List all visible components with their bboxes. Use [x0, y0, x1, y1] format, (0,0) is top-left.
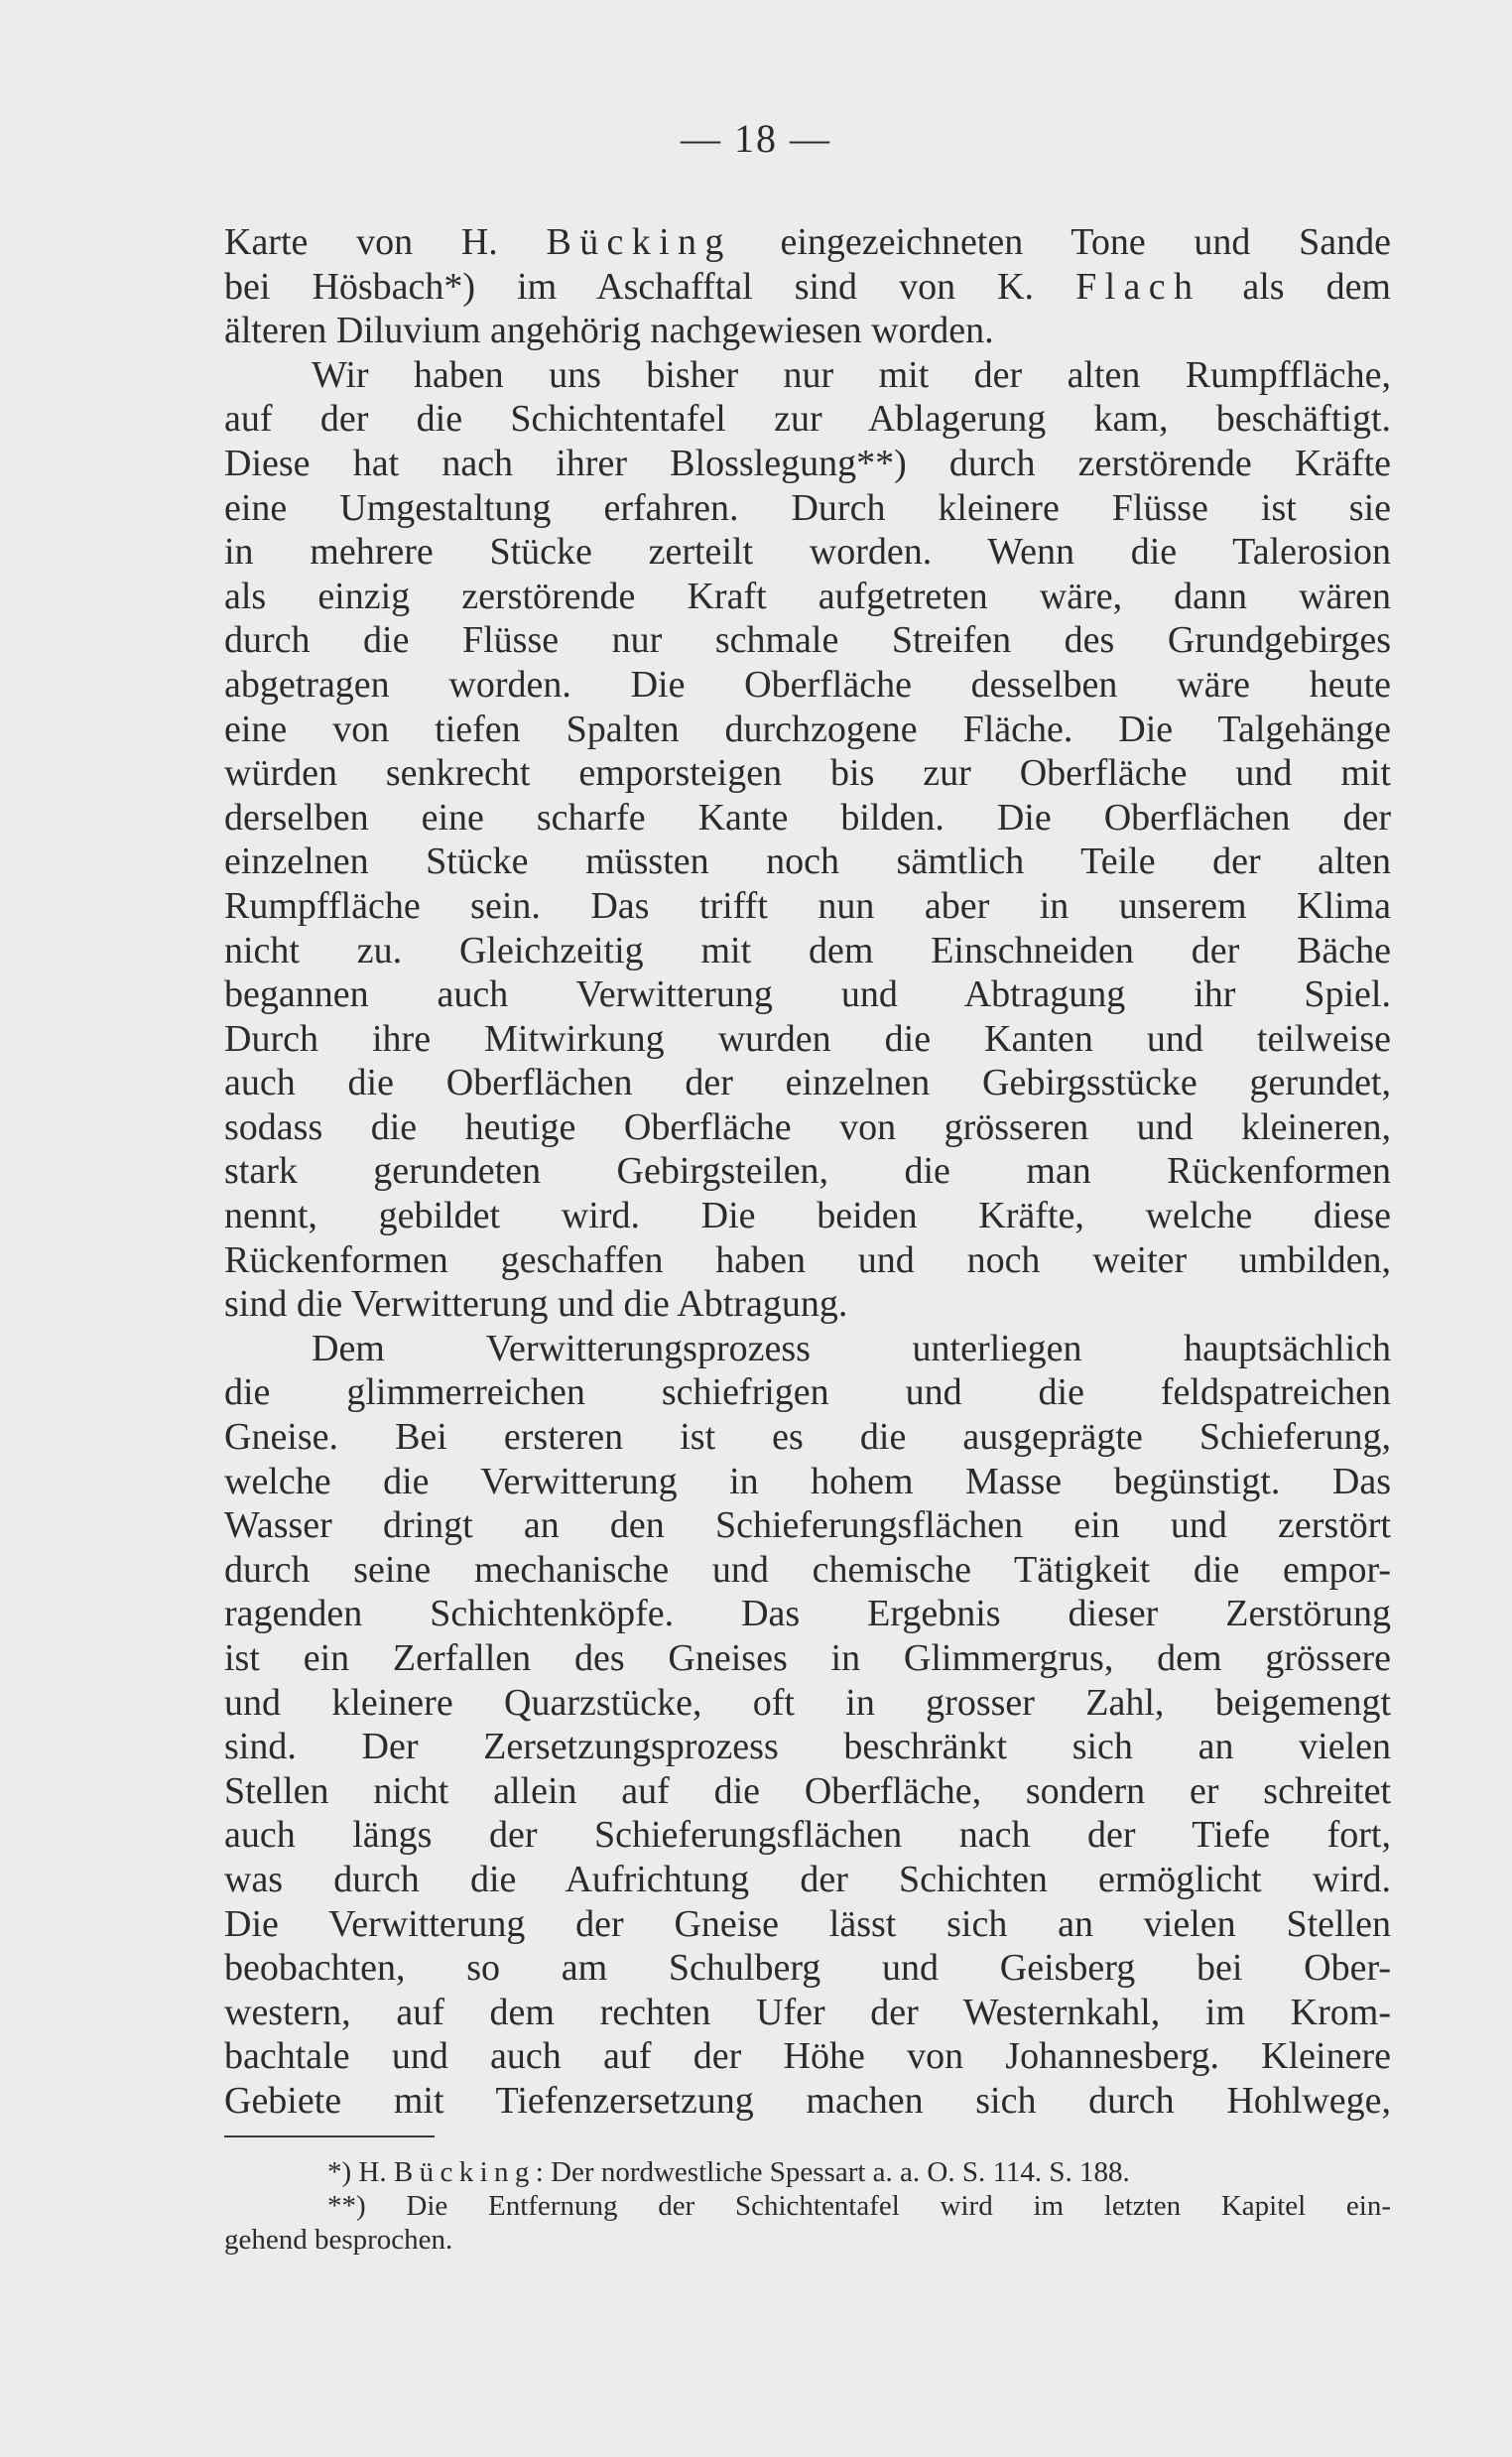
text-line: durch seine mechanische und chemische Tätigkeit die empor-	[224, 1548, 1391, 1591]
text-line	[224, 220, 1391, 265]
text-segment: als dem	[1200, 265, 1391, 308]
text-line: Rumpffläche sein. Das trifft nun aber in unserem Klima	[224, 884, 1391, 927]
text-line: Stellen nicht allein auf die Oberfläche, sondern er schreitet	[224, 1769, 1391, 1812]
text-line: Rückenformen geschaffen haben und noch weiter umbilden,	[224, 1238, 1391, 1281]
text-line: würden senkrecht emporsteigen bis zur Oberfläche und mit	[224, 752, 1391, 795]
footnote-2-continuation: gehend besprochen.	[224, 2224, 453, 2256]
spaced-author-name: Flach	[1075, 265, 1201, 308]
text-line: auch längs der Schieferungsflächen nach der Tiefe fort,	[224, 1814, 1391, 1857]
text-line: älteren Diluvium angehörig nachgewiesen worden.	[224, 310, 994, 352]
text-line: Wasser dringt an den Schieferungsflächen ein und zerstört	[224, 1504, 1391, 1547]
text-segment: : Der nordwestliche Spessart a. a. O. S. 114. S. 188.	[535, 2156, 1130, 2188]
text-line: auf der die Schichtentafel zur Ablagerung kam, beschäftigt.	[224, 398, 1391, 441]
text-line: Gebiete mit Tiefenzersetzung machen sich durch Hohlwege,	[224, 2079, 1391, 2122]
text-line: western, auf dem rechten Ufer der Westernkahl, im Krom-	[224, 1991, 1391, 2033]
text-line	[224, 265, 1391, 310]
text-line: Durch ihre Mitwirkung wurden die Kanten und teilweise	[224, 1017, 1391, 1060]
text-line: was durch die Aufrichtung der Schichten ermöglicht wird.	[224, 1858, 1391, 1900]
text-segment: Karte von H.	[224, 221, 547, 263]
text-line: die glimmerreichen schiefrigen und die feldspatreichen	[224, 1371, 1391, 1414]
text-line: eine Umgestaltung erfahren. Durch kleinere Flüsse ist sie	[224, 486, 1391, 529]
text-line: ragenden Schichtenköpfe. Das Ergebnis dieser Zerstörung	[224, 1593, 1391, 1635]
text-segment: eingezeichneten Tone und Sande	[731, 221, 1391, 263]
text-line: Diese hat nach ihrer Blosslegung**) durch zerstörende Kräfte	[224, 442, 1391, 484]
text-line: bachtale und auch auf der Höhe von Johannesberg. Kleinere	[224, 2035, 1391, 2078]
spaced-author-name: Bücking	[393, 2156, 536, 2188]
page-number: — 18 —	[681, 116, 831, 161]
text-line: Gneise. Bei ersteren ist es die ausgeprägte Schieferung,	[224, 1416, 1391, 1459]
text-line: Wir haben uns bisher nur mit der alten Rumpffläche,	[312, 353, 1391, 396]
footnote-2: **) Die Entfernung der Schichtentafel wird im letzten Kapitel ein-	[327, 2190, 1391, 2222]
text-line: beobachten, so am Schulberg und Geisberg bei Ober-	[224, 1947, 1391, 1990]
text-line: derselben eine scharfe Kante bilden. Die Oberflächen der	[224, 796, 1391, 839]
text-line: sind. Der Zersetzungsprozess beschränkt sich an vielen	[224, 1726, 1391, 1768]
footnotes	[224, 2155, 1391, 2257]
text-line: welche die Verwitterung in hohem Masse begünstigt. Das	[224, 1460, 1391, 1502]
text-line: stark gerundeten Gebirgsteilen, die man Rückenformen	[224, 1150, 1391, 1193]
text-line: durch die Flüsse nur schmale Streifen des Grundgebirges	[224, 619, 1391, 662]
footnote-divider	[224, 2135, 435, 2137]
text-line: eine von tiefen Spalten durchzogene Fläche. Die Talgehänge	[224, 708, 1391, 750]
text-line: begannen auch Verwitterung und Abtragung ihr Spiel.	[224, 973, 1391, 1016]
text-line: und kleinere Quarzstücke, oft in grosser Zahl, beigemengt	[224, 1681, 1391, 1724]
body-text	[224, 220, 1391, 2124]
spaced-author-name: Bücking	[546, 221, 732, 263]
text-line: ist ein Zerfallen des Gneises in Glimmergrus, dem grössere	[224, 1637, 1391, 1679]
text-segment: bei Hösbach*) im Aschafftal sind von K.	[224, 265, 1076, 308]
text-line: sind die Verwitterung und die Abtragung.	[224, 1283, 848, 1326]
text-line: nennt, gebildet wird. Die beiden Kräfte, welche diese	[224, 1195, 1391, 1237]
text-line: auch die Oberflächen der einzelnen Gebirgsstücke gerundet,	[224, 1062, 1391, 1104]
text-line: Die Verwitterung der Gneise lässt sich an vielen Stellen	[224, 1902, 1391, 1945]
text-line: nicht zu. Gleichzeitig mit dem Einschneiden der Bäche	[224, 929, 1391, 971]
text-line: sodass die heutige Oberfläche von grösseren und kleineren,	[224, 1105, 1391, 1148]
text-line: als einzig zerstörende Kraft aufgetreten wäre, dann wären	[224, 575, 1391, 617]
footnote-1	[224, 2155, 1391, 2189]
text-line: Dem Verwitterungsprozess unterliegen hauptsächlich	[312, 1327, 1391, 1369]
text-line: einzelnen Stücke müssten noch sämtlich Teile der alten	[224, 841, 1391, 883]
text-line: in mehrere Stücke zerteilt worden. Wenn die Talerosion	[224, 531, 1391, 574]
text-segment: *) H.	[327, 2156, 394, 2188]
text-line: abgetragen worden. Die Oberfläche desselben wäre heute	[224, 663, 1391, 706]
